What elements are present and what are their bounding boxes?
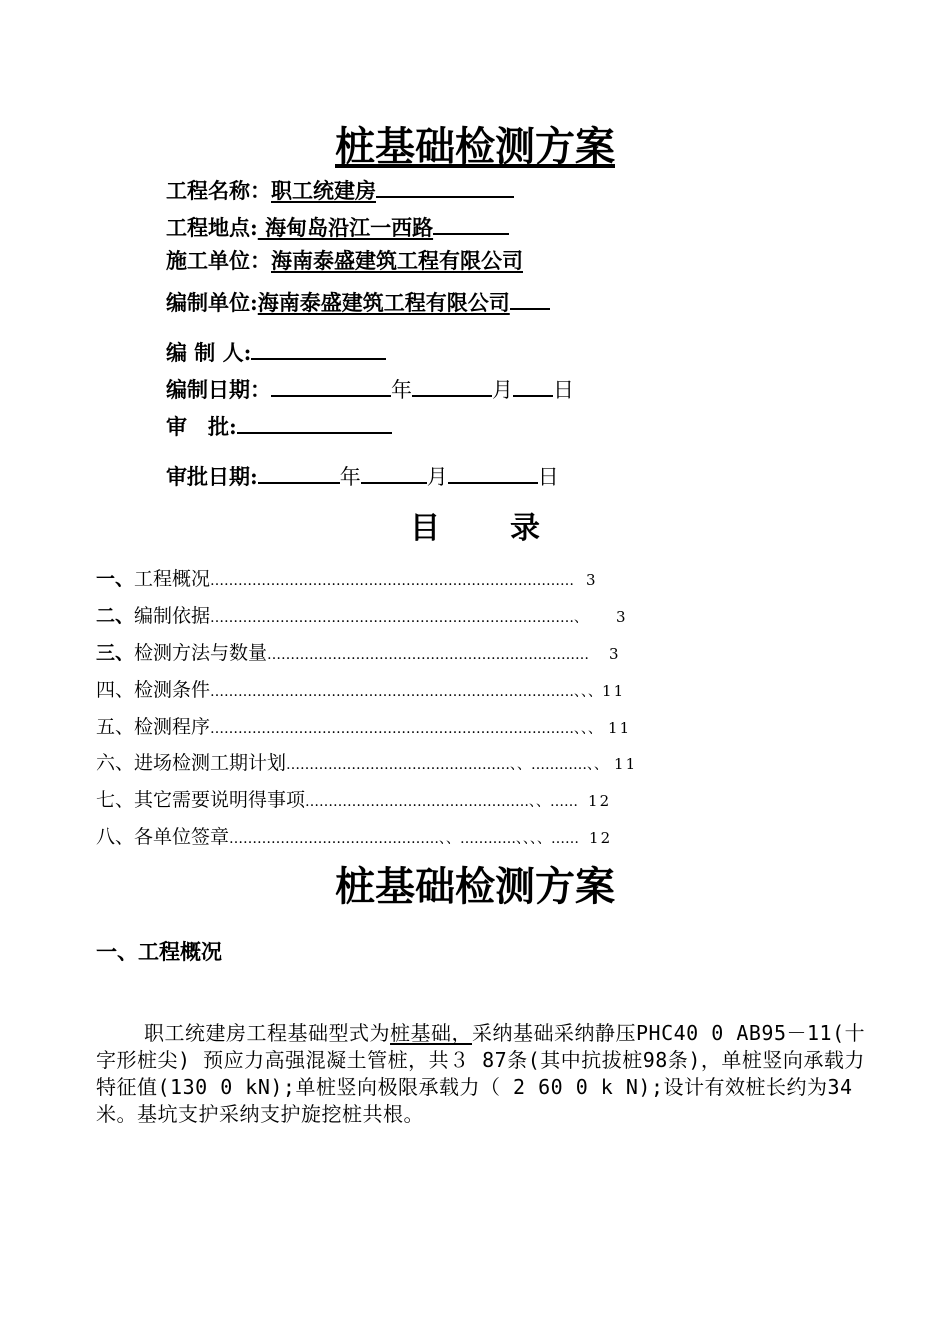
toc-item-page: 12 [588, 792, 612, 810]
approval-date-label: 审批日期: [166, 464, 258, 490]
toc-item-num: 五、 [96, 716, 135, 738]
main-title: 桩基础检测方案 [335, 863, 615, 910]
paragraph-prefix: 职工统建房工程基础型式为 [144, 1021, 390, 1045]
project-location-line [166, 211, 509, 240]
toc-item-page: 12 [589, 829, 613, 847]
toc-item-dots: …………………………………………、、…………、、 [286, 757, 609, 773]
toc-item-num: 四、 [96, 679, 135, 701]
toc-item[interactable] [96, 789, 611, 812]
toc-item-label: 各单位签章 [134, 826, 230, 848]
construction-unit-value: 海南泰盛建筑工程有限公司 [271, 248, 523, 273]
toc-item-label: 进场检测工期计划 [134, 752, 287, 774]
cover-title: 桩基础检测方案 [335, 123, 615, 170]
toc-item[interactable] [96, 716, 631, 739]
compile-date-label: 编制日期： [166, 377, 271, 403]
compile-date-line [166, 373, 574, 403]
compile-day-blank [513, 373, 553, 397]
toc-item-label: 其它需要说明得事项 [134, 789, 306, 811]
project-name-label: 工程名称： [166, 178, 271, 204]
toc-item[interactable] [96, 826, 612, 849]
day-label: 日 [553, 378, 574, 403]
toc-item-dots: ……………………………………………………………………、、、 [210, 721, 603, 737]
toc-item-dots: …………………………………………………………… [267, 647, 590, 663]
toc-item-num: 六、 [96, 752, 135, 774]
approval-day-label: 日 [537, 465, 559, 490]
toc-item-num: 七、 [96, 789, 135, 811]
toc-item-dots: ……………………………………………………………………、、、 [210, 684, 603, 700]
toc-item-num: 一、 [96, 568, 135, 590]
construction-unit-label: 施工单位： [166, 248, 271, 273]
toc-item[interactable] [96, 752, 637, 775]
toc-item[interactable] [96, 605, 628, 628]
toc-item-dots: …………………………………………………………………… [210, 573, 575, 589]
toc-item-dots: ………………………………………、、…………、、、、…… [229, 831, 580, 847]
project-name-blank [376, 174, 514, 198]
toc-item-label: 检测方法与数量 [134, 642, 268, 664]
paragraph-underlined: 桩基础， [390, 1021, 472, 1045]
approval-date-line [166, 460, 559, 490]
project-name-line [166, 174, 514, 203]
toc-item[interactable] [96, 642, 621, 665]
toc-item-page: 11 [602, 682, 626, 700]
compile-month-blank [412, 373, 492, 397]
toc-item-page: 3 [586, 571, 598, 589]
approval-year-label: 年 [339, 465, 361, 490]
toc-item-num: 二、 [96, 605, 135, 627]
compiler-label: 编 制 人: [166, 340, 252, 366]
toc-item-label: 编制依据 [134, 605, 211, 627]
approval-month-blank [361, 460, 427, 484]
toc-item-dots: …………………………………………、、…… [305, 794, 579, 810]
compiler-blank [251, 336, 386, 360]
toc-item-label: 检测程序 [134, 716, 211, 738]
year-label: 年 [391, 378, 412, 403]
toc-item-dots: ……………………………………………………………………、 [210, 610, 589, 626]
construction-unit-line [166, 248, 523, 273]
toc-item[interactable] [96, 679, 625, 702]
toc-item-num: 三、 [96, 642, 135, 664]
toc-item-label: 工程概况 [134, 568, 211, 590]
compiling-unit-line [166, 286, 550, 315]
compiling-unit-value: 海南泰盛建筑工程有限公司 [257, 290, 510, 316]
approval-line [166, 410, 392, 439]
toc-item-page: 3 [609, 645, 621, 663]
toc-item-page: 11 [608, 719, 632, 737]
month-label: 月 [492, 378, 513, 403]
toc-item-page: 11 [614, 755, 638, 773]
project-name-value: 职工统建房 [271, 178, 376, 204]
project-location-value: 海甸岛沿江一西路 [257, 215, 434, 241]
project-location-blank [433, 211, 509, 235]
compiling-unit-blank [510, 286, 550, 310]
project-location-label: 工程地点: [166, 215, 258, 241]
overview-paragraph [96, 1020, 866, 1128]
toc-item-num: 八、 [96, 826, 135, 848]
compile-year-blank [271, 373, 391, 397]
compiler-line [166, 336, 386, 365]
toc-title: 目录 [410, 511, 610, 546]
toc-item[interactable] [96, 568, 598, 591]
approval-day-blank [448, 460, 538, 484]
approval-label: 审 批: [166, 414, 237, 440]
approval-month-label: 月 [426, 465, 448, 490]
section-heading-overview: 一、工程概况 [96, 939, 222, 964]
toc-item-page: 3 [616, 608, 628, 626]
paragraph-rest: 采纳基础采纳静压PHC40 0 AB95－11(十字形桩尖) 预应力高强混凝土管桩，共３ 87条(其中抗拔桩98条)，单桩竖向承载力特征值(130 0 kN);单桩竖向极限承载力（ 2 60 0 k N);设计有效桩长约为34米。基坑支护采纳支护旋挖桩共根。 [96, 1021, 866, 1126]
approval-blank [237, 410, 392, 434]
toc-item-label: 检测条件 [134, 679, 211, 701]
approval-year-blank [258, 460, 340, 484]
compiling-unit-label: 编制单位: [166, 290, 258, 316]
